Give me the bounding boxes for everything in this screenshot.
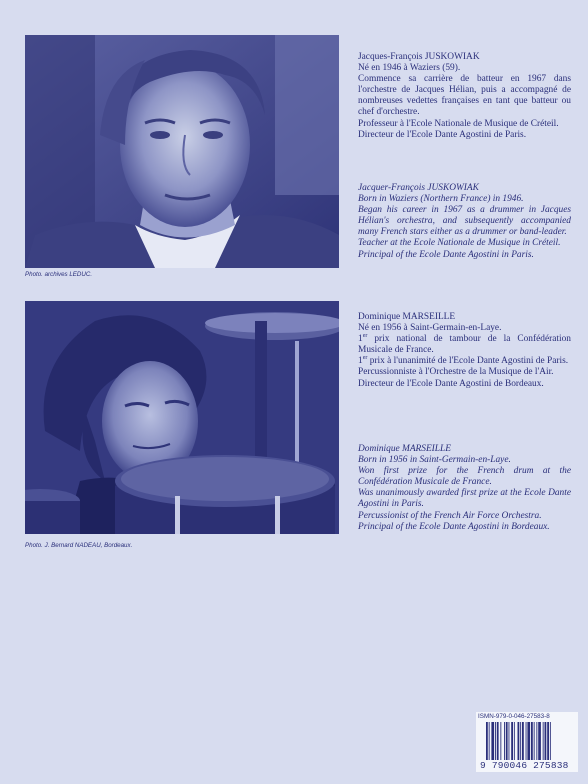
portrait-photo-marseille	[25, 301, 339, 534]
barcode-bar	[514, 722, 515, 760]
barcode-bar	[547, 722, 549, 760]
portrait-juskowiak-image	[25, 35, 339, 268]
bio-line: Principal of the Ecole Dante Agostini in Bordeaux.	[358, 521, 550, 532]
bio-name: Dominique MARSEILLE	[358, 312, 456, 322]
bio-line: Percussionist of the French Air Force Orchestra.	[358, 510, 542, 521]
barcode-bar	[509, 722, 510, 760]
ordinal-suffix: er	[362, 355, 368, 362]
ordinal: 1	[358, 356, 363, 367]
bio-juskowiak-english	[358, 183, 571, 261]
barcode-first-digit: 9	[480, 760, 486, 771]
prize-text: prix à l'unanimité de l'Ecole Dante Agostini de Paris.	[367, 356, 569, 367]
barcode-group-2: 275838	[533, 760, 569, 771]
bio-name: Jacques-François JUSKOWIAK	[358, 52, 480, 62]
bio-line: Teacher at the Ecole Nationale de Musique in Créteil.	[358, 238, 561, 249]
barcode-bar	[511, 722, 513, 760]
bio-line	[358, 334, 571, 356]
barcode-bar	[495, 722, 496, 760]
barcode-bar	[536, 722, 537, 760]
barcode-bar	[506, 722, 508, 760]
photo-credit-2: Photo. J. Bernard NADEAU, Bordeaux.	[25, 542, 133, 549]
portrait-marseille-image	[25, 301, 339, 534]
barcode-bar	[486, 722, 488, 760]
barcode-bar	[538, 722, 541, 760]
bio-line: Born in 1956 in Saint-Germain-en-Laye.	[358, 455, 511, 466]
bio-line: Principal of the Ecole Dante Agostini in Paris.	[358, 249, 534, 260]
ordinal-suffix: er	[362, 333, 368, 340]
barcode-bar	[497, 722, 499, 760]
barcode-bar	[543, 722, 544, 760]
barcode-bar	[550, 722, 551, 760]
prize-text: prix national de tambour de la Confédération Musicale de France.	[358, 334, 571, 356]
barcode-bars	[486, 722, 574, 762]
bio-line: Born in Waziers (Northern France) in 1946.	[358, 194, 524, 205]
bio-line: Percussionniste à l'Orchestre de la Musique de l'Air.	[358, 367, 554, 378]
bio-marseille-french	[358, 312, 571, 390]
barcode-bar	[491, 722, 494, 760]
barcode-digits	[480, 760, 569, 771]
photo-credit-1: Photo. archives LEDUC.	[25, 271, 93, 278]
bio-line: Won first prize for the French drum at the Confédération Musicale de France.	[358, 466, 571, 488]
bio-marseille-english	[358, 444, 571, 533]
barcode-bar	[500, 722, 501, 760]
bio-name: Dominique MARSEILLE	[358, 444, 451, 454]
barcode-bar	[518, 722, 520, 760]
bio-line: Began his career in 1967 as a drummer in Jacques Hélian's orchestra, and subsequently accompanied many French stars either as a drummer or band-leader.	[358, 205, 571, 238]
bio-line: Professeur à l'Ecole Nationale de Musique de Créteil.	[358, 118, 559, 129]
ordinal: 1	[358, 334, 363, 345]
portrait-photo-juskowiak	[25, 35, 339, 268]
bio-line	[358, 356, 571, 367]
bio-line: Was unanimously awarded first prize at the Ecole Dante Agostini in Paris.	[358, 488, 571, 510]
bio-line: Commence sa carrière de batteur en 1967 dans l'orchestre de Jacques Hélian, puis a accompagné de nombreuses vedettes françaises en tant que batteur ou chef d'orchestre.	[358, 74, 571, 118]
barcode-bar	[526, 722, 527, 760]
barcode-bar	[534, 722, 535, 760]
barcode-bar	[489, 722, 490, 760]
bio-line: Directeur de l'Ecole Dante Agostini de Bordeaux.	[358, 378, 544, 389]
barcode-bar	[545, 722, 547, 760]
barcode-bar	[527, 722, 530, 760]
ismn-number: ISMN-979-0-046-27583-8	[478, 713, 550, 720]
barcode-group-1: 790046	[491, 760, 528, 771]
bio-line: Né en 1956 à Saint-Germain-en-Laye.	[358, 323, 502, 334]
barcode-bar	[531, 722, 533, 760]
bio-juskowiak-french	[358, 52, 571, 141]
bio-name: Jacquer-François JUSKOWIAK	[358, 183, 479, 193]
barcode-bar	[522, 722, 524, 760]
bio-line: Directeur de l'Ecole Dante Agostini de Paris.	[358, 129, 527, 140]
barcode-bar	[520, 722, 521, 760]
bio-line: Né en 1946 à Waziers (59).	[358, 63, 461, 74]
barcode-bar	[504, 722, 505, 760]
